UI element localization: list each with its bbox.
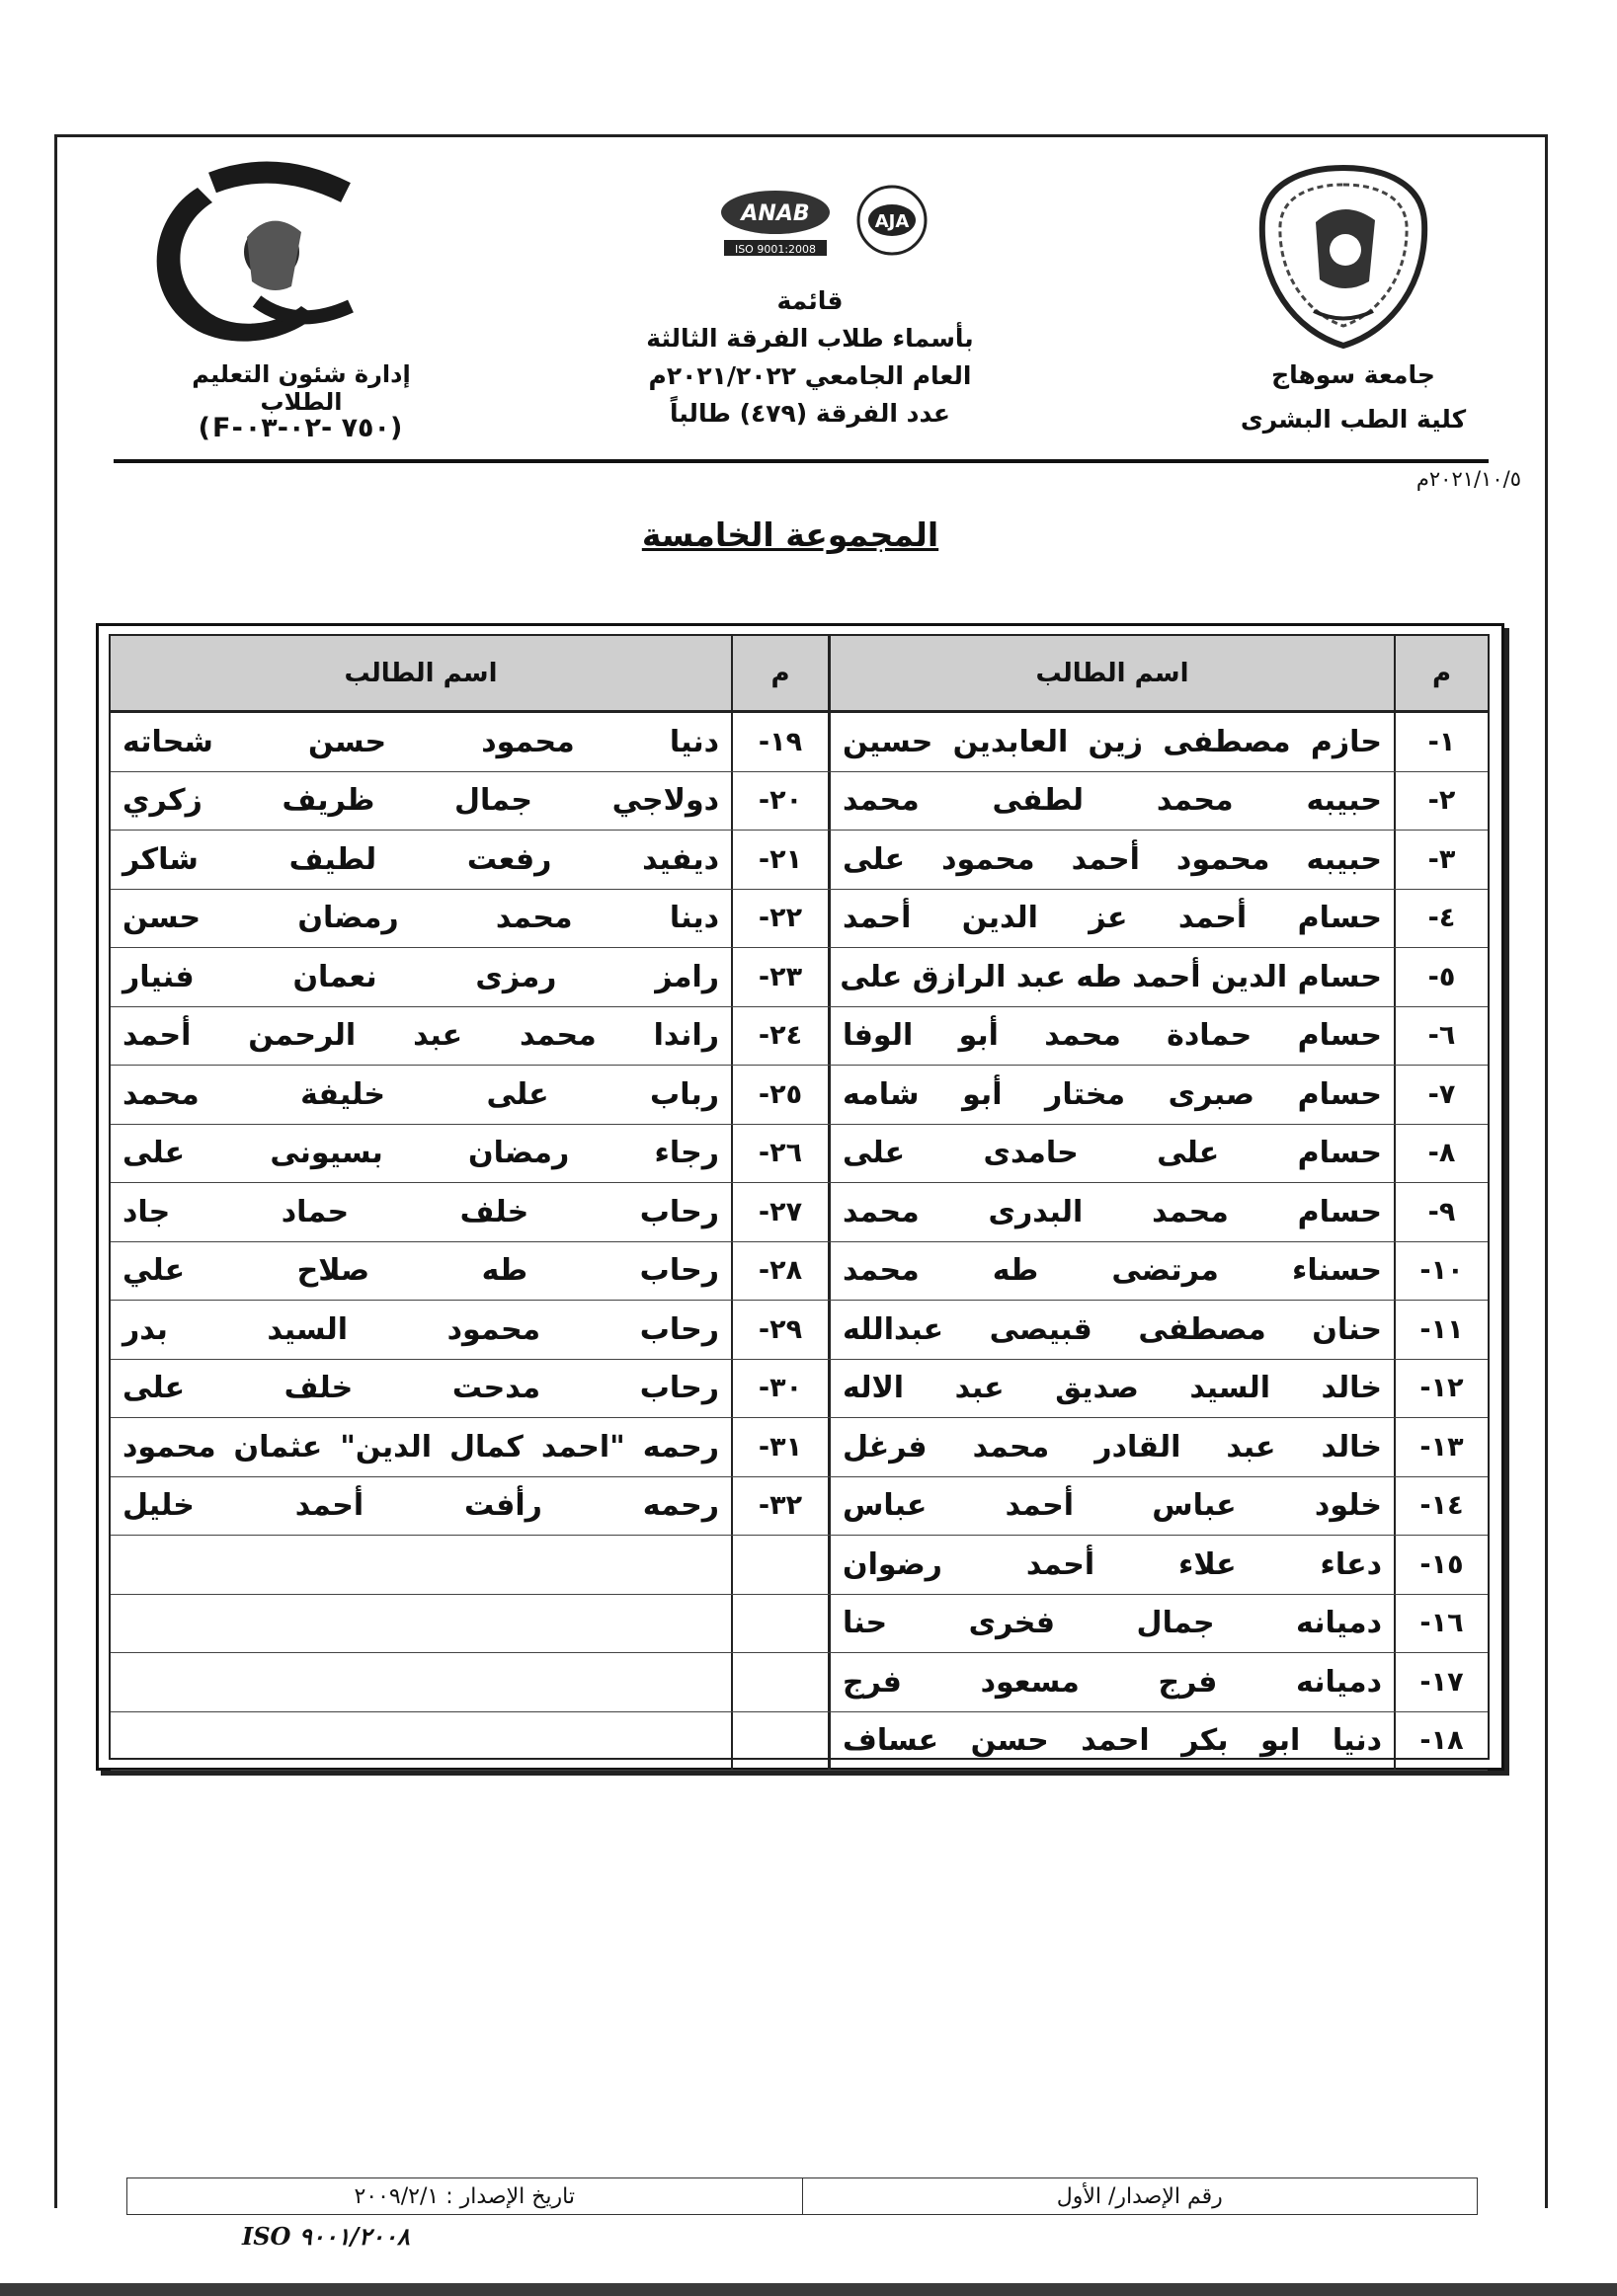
student-name-right — [828, 1301, 1394, 1359]
department-name: إدارة شئون التعليم الطلاب — [192, 360, 411, 416]
student-name-left-text: دولاجي جمال ظريف زكري — [122, 783, 719, 819]
row-number-left: ٢٩- — [731, 1301, 828, 1359]
header-num-left: م — [731, 636, 828, 710]
student-name-left — [111, 1712, 731, 1771]
row-number-right: ٦- — [1394, 1007, 1488, 1066]
table-row — [111, 1066, 1488, 1125]
group-title: المجموعة الخامسة — [641, 515, 939, 554]
row-number-right: ٨- — [1394, 1125, 1488, 1183]
student-name-right — [828, 1418, 1394, 1476]
student-name-left-text: رامز رمزى نعمان فنيار — [122, 959, 719, 994]
row-number-right: ١- — [1394, 713, 1488, 771]
student-name-left — [111, 713, 731, 771]
student-name-right — [828, 1595, 1394, 1653]
student-name-right — [828, 831, 1394, 889]
student-name-right — [828, 1183, 1394, 1241]
student-name-left — [111, 890, 731, 948]
student-name-right-text: حازم مصطفى زين العابدين حسين — [843, 724, 1382, 759]
student-name-right — [828, 1712, 1394, 1771]
student-name-right-text: حسناء مرتضى طه محمد — [843, 1253, 1382, 1289]
student-name-left-text: رحاب مدحت خلف على — [122, 1371, 719, 1406]
table-row — [111, 1301, 1488, 1360]
student-name-left-text: ديفيد رفعت لطيف شاكر — [122, 841, 719, 877]
student-name-right-text: خلود عباس أحمد عباس — [843, 1488, 1382, 1524]
row-number-right: ٧- — [1394, 1066, 1488, 1124]
student-name-left — [111, 1242, 731, 1301]
student-name-right-text: حسام حمادة محمد أبو الوفا — [843, 1018, 1382, 1054]
student-name-left — [111, 1418, 731, 1476]
student-name-right-text: حبيبه محمود أحمد محمود على — [843, 841, 1382, 877]
row-number-left: ٢٢- — [731, 890, 828, 948]
row-number-right: ١٦- — [1394, 1595, 1488, 1653]
table-row — [111, 1653, 1488, 1712]
student-name-right — [828, 1536, 1394, 1594]
row-number-left: ٢٠- — [731, 772, 828, 831]
row-number-left: ٢٥- — [731, 1066, 828, 1124]
row-number-left: ٢٤- — [731, 1007, 828, 1066]
faculty-logo — [128, 158, 385, 351]
table-row — [111, 1536, 1488, 1595]
row-number-left: ٣٠- — [731, 1360, 828, 1418]
row-number-left — [731, 1595, 828, 1653]
student-name-left-text: دينا محمد رمضان حسن — [122, 901, 719, 936]
table-row — [111, 1360, 1488, 1419]
doc-title-line-2: بأسماء طلاب الفرقة الثالثة — [646, 324, 974, 353]
student-name-left-text: رباب على خليفة محمد — [122, 1076, 719, 1112]
scan-edge — [0, 2283, 1617, 2296]
row-number-right: ١١- — [1394, 1301, 1488, 1359]
student-name-right-text: دميانه فرج مسعود فرج — [843, 1664, 1382, 1700]
footer-info — [126, 2177, 1478, 2215]
header-name-left: اسم الطالب — [344, 658, 498, 688]
row-number-left: ١٩- — [731, 713, 828, 771]
row-number-right: ٢- — [1394, 772, 1488, 831]
row-number-right: ٥- — [1394, 948, 1488, 1006]
student-name-right-text: حسام أحمد عز الدين أحمد — [843, 901, 1382, 936]
student-name-right — [828, 948, 1394, 1006]
student-name-left-text: رحمه رأفت أحمد خليل — [122, 1488, 719, 1524]
svg-text:ANAB: ANAB — [741, 201, 810, 226]
student-name-right — [828, 713, 1394, 771]
student-name-right-text: حسام الدين أحمد طه عبد الرازق على — [840, 959, 1382, 994]
student-name-left-text: رحمه "احمد كمال الدين" عثمان محمود — [122, 1429, 719, 1465]
student-name-left-text: رحاب محمود السيد بدر — [122, 1311, 719, 1347]
row-number-right: ١٣- — [1394, 1418, 1488, 1476]
student-name-left-text: رجاء رمضان بسيونى على — [122, 1136, 719, 1171]
student-name-left-text: راندا محمد عبد الرحمن أحمد — [122, 1018, 719, 1054]
certification-logos — [716, 183, 963, 272]
student-name-left-text: رحاب خلف حماد جاد — [122, 1194, 719, 1229]
student-name-right — [828, 890, 1394, 948]
table-row — [111, 1595, 1488, 1654]
student-name-left — [111, 948, 731, 1006]
student-name-left — [111, 1653, 731, 1711]
student-name-left — [111, 1595, 731, 1653]
doc-title-line-3: العام الجامعي ٢٠٢١/٢٠٢٢م — [648, 361, 972, 390]
row-number-left — [731, 1536, 828, 1594]
form-code: (F-٧٥٠ -٠٢-٠٣) — [198, 413, 405, 443]
row-number-left — [731, 1712, 828, 1771]
student-name-right-text: حسام صبرى مختار أبو شامه — [843, 1076, 1382, 1112]
student-name-left — [111, 1477, 731, 1536]
document-date: ٢٠٢١/١٠/٥م — [1415, 467, 1521, 491]
iso-standard: ISO ٩٠٠١/٢٠٠٨ — [242, 2222, 410, 2251]
table-row — [111, 772, 1488, 831]
table-row — [111, 1183, 1488, 1242]
student-name-right-text: حسام محمد البدرى محمد — [843, 1194, 1382, 1229]
table-row — [111, 1477, 1488, 1537]
student-name-left — [111, 1301, 731, 1359]
student-name-right-text: خالد عبد القادر محمد فرغل — [843, 1429, 1382, 1465]
row-number-left: ٢٦- — [731, 1125, 828, 1183]
student-name-left — [111, 1066, 731, 1124]
student-name-right-text: دنيا ابو بكر احمد حسن عساف — [843, 1723, 1382, 1759]
student-name-left — [111, 772, 731, 831]
row-number-right: ٤- — [1394, 890, 1488, 948]
row-number-right: ١٥- — [1394, 1536, 1488, 1594]
row-number-left: ٣١- — [731, 1418, 828, 1476]
row-number-left: ٢١- — [731, 831, 828, 889]
table-row — [111, 713, 1488, 772]
table-row — [111, 1007, 1488, 1067]
row-number-left: ٢٧- — [731, 1183, 828, 1241]
student-name-right-text: دعاء علاء أحمد رضوان — [843, 1546, 1382, 1582]
table-header-row — [111, 636, 1488, 713]
student-name-right — [828, 1007, 1394, 1066]
issue-number: رقم الإصدار/ الأول — [1056, 2183, 1223, 2209]
svg-text:AJA: AJA — [874, 211, 910, 232]
student-name-right — [828, 1242, 1394, 1301]
student-name-left-text: رحاب طه صلاح علي — [122, 1253, 719, 1289]
issue-date: تاريخ الإصدار : ٢٠٠٩/٢/١ — [127, 2178, 803, 2214]
student-name-left — [111, 1360, 731, 1418]
table-row — [111, 1418, 1488, 1477]
row-number-right: ٣- — [1394, 831, 1488, 889]
page-frame-right — [1545, 134, 1548, 2208]
header-divider — [114, 459, 1489, 463]
student-name-right-text: خالد السيد صديق عبد الاله — [843, 1371, 1382, 1406]
row-number-right: ١٧- — [1394, 1653, 1488, 1711]
row-number-left: ٣٢- — [731, 1477, 828, 1536]
student-name-right — [828, 1477, 1394, 1536]
row-number-right: ١٤- — [1394, 1477, 1488, 1536]
students-grid — [109, 634, 1490, 1760]
table-row — [111, 890, 1488, 949]
student-name-right — [828, 1360, 1394, 1418]
header-num-right: م — [1394, 636, 1488, 710]
student-name-left — [111, 831, 731, 889]
student-name-left — [111, 1007, 731, 1066]
page-frame-top — [54, 134, 1548, 137]
svg-text:ISO 9001:2008: ISO 9001:2008 — [734, 243, 817, 256]
student-name-right — [828, 1125, 1394, 1183]
student-name-right — [828, 1653, 1394, 1711]
table-row — [111, 1242, 1488, 1302]
student-name-right-text: حبيبه محمد لطفى محمد — [843, 783, 1382, 819]
row-number-right: ١٨- — [1394, 1712, 1488, 1771]
doc-title-line-1: قائمة — [776, 286, 844, 315]
row-number-left: ٢٣- — [731, 948, 828, 1006]
table-row — [111, 1125, 1488, 1184]
student-name-left-text: دنيا محمود حسن شحاته — [122, 724, 719, 759]
row-number-left: ٢٨- — [731, 1242, 828, 1301]
student-name-left — [111, 1536, 731, 1594]
student-name-right-text: حنان مصطفى قبيصى عبدالله — [843, 1311, 1382, 1347]
faculty-name: كلية الطب البشرى — [1240, 405, 1467, 434]
student-name-right — [828, 1066, 1394, 1124]
row-number-left — [731, 1653, 828, 1711]
student-name-right-text: دميانه جمال فخرى حنا — [843, 1606, 1382, 1641]
row-number-right: ٩- — [1394, 1183, 1488, 1241]
student-name-right — [828, 772, 1394, 831]
table-row — [111, 948, 1488, 1007]
student-name-left — [111, 1125, 731, 1183]
student-name-right-text: حسام على حامدى على — [843, 1136, 1382, 1171]
doc-title-line-4: عدد الفرقة (٤٧٩) طالباً — [669, 399, 951, 428]
table-row — [111, 1712, 1488, 1772]
row-number-right: ١٠- — [1394, 1242, 1488, 1301]
row-number-right: ١٢- — [1394, 1360, 1488, 1418]
header-name-right: اسم الطالب — [828, 636, 1394, 710]
students-table — [96, 623, 1504, 1771]
university-name: جامعة سوهاج — [1271, 360, 1435, 389]
university-seal — [1254, 163, 1432, 351]
table-row — [111, 831, 1488, 890]
page-frame-left — [54, 134, 57, 2208]
student-name-left — [111, 1183, 731, 1241]
